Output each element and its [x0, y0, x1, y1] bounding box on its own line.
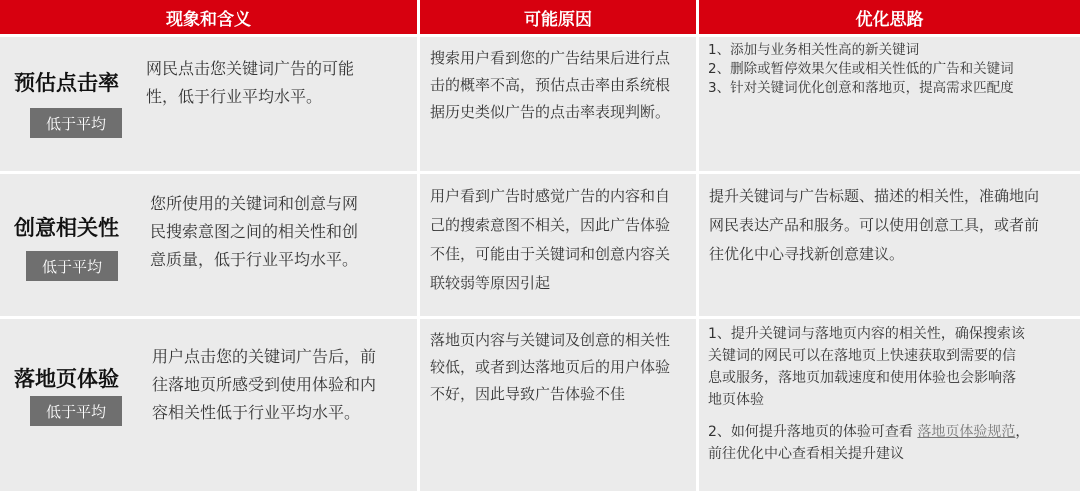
row3-description: 用户点击您的关键词广告后，前 往落地页所感受到使用体验和内 容相关性低于行业平均水平。 [152, 347, 377, 422]
row2-description: 您所使用的关键词和创意与网 民搜索意图之间的相关性和创 意质量，低于行业平均水平。 [150, 194, 359, 269]
row2-tips-cell [699, 174, 1080, 316]
row2-status-badge: 低于平均 [26, 251, 118, 281]
header-phenomenon: 现象和含义 [0, 0, 417, 34]
row1-description: 网民点击您关键词广告的可能 性，低于行业平均水平。 [146, 59, 355, 106]
row2-reason-text: 用户看到广告时感觉广告的内容和自 己的搜索意图不相关，因此广告体验 不佳，可能由于关键词和创意内容关 联较弱等原因引起 [430, 187, 671, 292]
row3-tips-text: 1、提升关键词与落地页内容的相关性，确保搜索该 关键词的网民可以在落地页上快速获取到需要的信 息或服务，落地页加载速度和使用体验也会影响落 地页体验 2、如何提升落地页的体验可查看 落地页体验规范， 前往优化中心查看相关提升建议 [708, 326, 1030, 462]
row2-reason-cell [420, 174, 696, 316]
row3-phenomenon-cell [0, 319, 417, 491]
row1-metric-name: 预估点击率 [14, 71, 119, 95]
row1-reason-cell [420, 37, 696, 171]
row3-reason-text: 落地页内容与关键词及创意的相关性 较低，或者到达落地页后的用户体验 不好，因此导致广告体验不佳 [430, 331, 671, 403]
row1-tips-text: 1、添加与业务相关性高的新关键词 2、删除或暂停效果欠佳或相关性低的广告和关键词 3、针对关键词优化创意和落地页，提高需求匹配度 [708, 42, 1014, 96]
row1-phenomenon-cell [0, 37, 417, 171]
header-optimization: 优化思路 [699, 0, 1080, 34]
row1-tips-cell [699, 37, 1080, 171]
landing-page-guideline-link[interactable]: 落地页体验规范 [917, 424, 1016, 440]
row2-phenomenon-cell [0, 174, 417, 316]
header-reason: 可能原因 [420, 0, 696, 34]
row3-tips-cell [699, 319, 1080, 491]
row1-status-badge: 低于平均 [30, 108, 122, 138]
row2-metric-name: 创意相关性 [14, 216, 119, 240]
row3-status-badge: 低于平均 [30, 396, 122, 426]
row3-metric-name: 落地页体验 [14, 367, 119, 391]
row2-tips-text: 提升关键词与广告标题、描述的相关性，准确地向 网民表达产品和服务。可以使用创意工具，或者前 往优化中心寻找新创意建议。 [709, 187, 1040, 263]
row1-reason-text: 搜索用户看到您的广告结果后进行点 击的概率不高，预估点击率由系统根 据历史类似广告的点击率表现判断。 [430, 49, 671, 121]
row3-reason-cell [420, 319, 696, 491]
